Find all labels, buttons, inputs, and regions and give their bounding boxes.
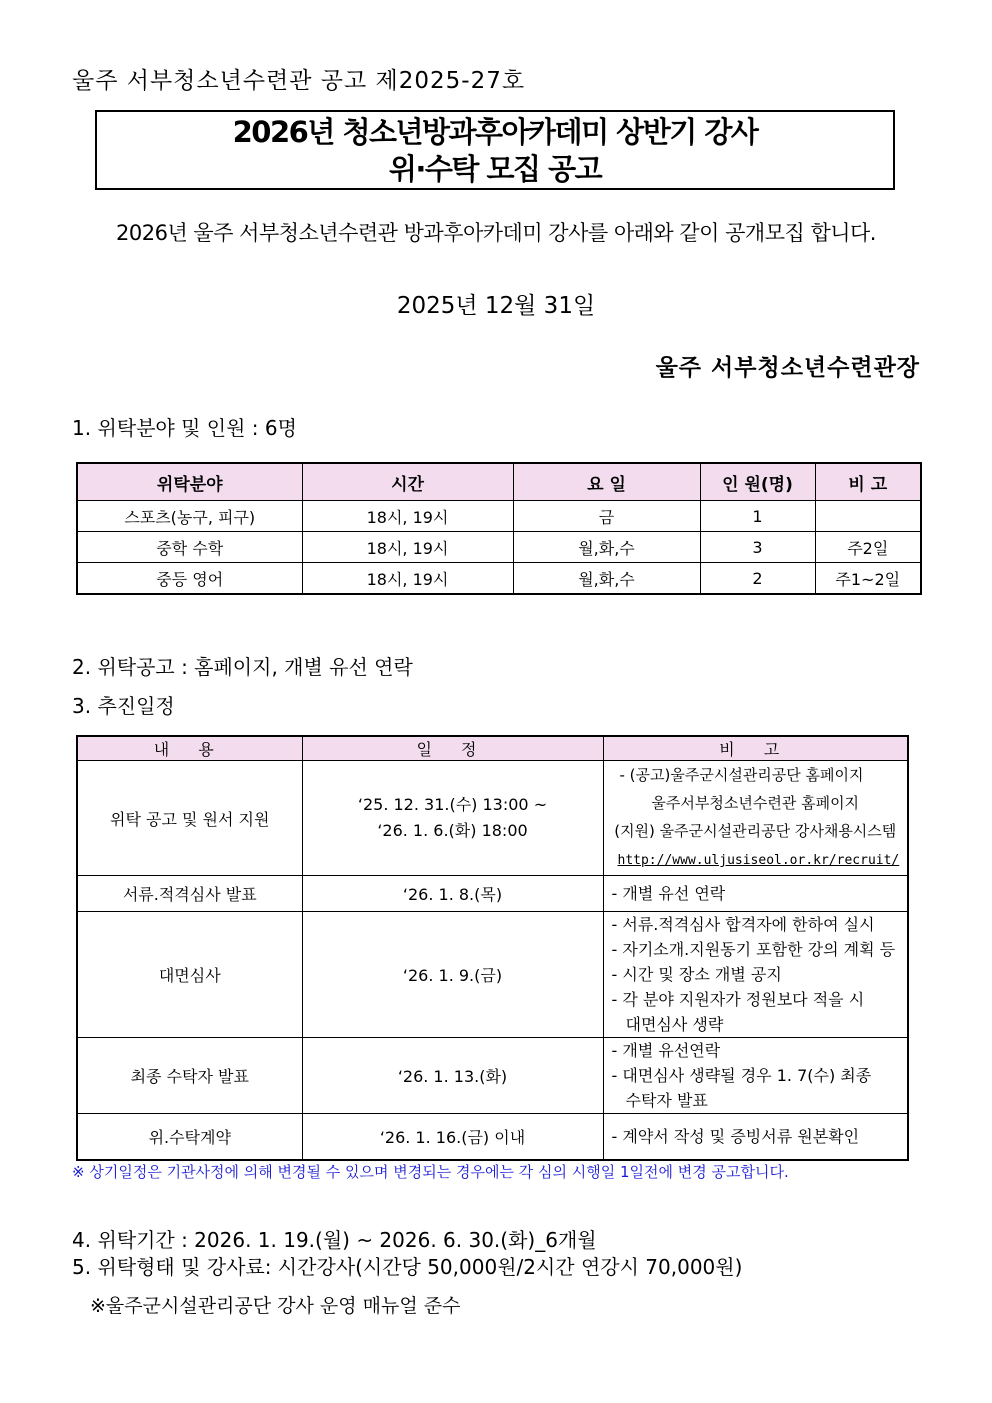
table-cell: ‘26. 1. 16.(금) 이내 [302, 1114, 603, 1160]
note-line: - 각 분야 지원자가 정원보다 적을 시 [611, 990, 865, 1009]
announcement-date: 2025년 12월 31일 [396, 293, 596, 319]
note-line: 수탁자 발표 [625, 1091, 708, 1110]
table-cell [815, 501, 921, 532]
notice-number: 울주 서부청소년수련관 공고 제2025-27호 [72, 68, 526, 94]
table-cell: ‘26. 1. 13.(화) [302, 1038, 603, 1114]
schedule-footnote [72, 1161, 789, 1182]
reference-mark: ※ [72, 1163, 85, 1181]
note-line: - 개별 유선연락 [611, 1041, 721, 1060]
table-cell: 월,화,수 [513, 563, 700, 595]
table-cell: - 계약서 작성 및 증빙서류 원본확인 [603, 1114, 908, 1160]
column-header: 위탁분야 [77, 463, 302, 501]
note-line: - 자기소개.지원동기 포함한 강의 계획 등 [611, 940, 896, 959]
table-cell: 1 [700, 501, 815, 532]
table-row [77, 761, 908, 876]
table-cell: 월,화,수 [513, 532, 700, 563]
table-cell: ‘26. 1. 9.(금) [302, 912, 603, 1038]
table-cell: 스포츠(농구, 피구) [77, 501, 302, 532]
note-line: - 서류.적격심사 합격자에 한하여 실시 [611, 915, 875, 934]
table-cell: 2 [700, 563, 815, 595]
schedule-line: ‘26. 1. 6.(화) 18:00 [377, 821, 528, 840]
title-line-1: 2026년 청소년방과후아카데미 상반기 강사 [232, 115, 758, 149]
note-line: - 대면심사 생략될 경우 1. 7(수) 최종 [611, 1066, 872, 1085]
table-cell: 18시, 19시 [302, 563, 513, 595]
table-cell: 중등 영어 [77, 563, 302, 595]
column-header: 내 용 [77, 736, 302, 761]
intro-text: 2026년 울주 서부청소년수련관 방과후아카데미 강사를 아래와 같이 공개모집 합니다. [116, 221, 876, 245]
table-row [77, 532, 921, 563]
column-header: 요 일 [513, 463, 700, 501]
table-row [77, 912, 908, 1038]
column-header: 일 정 [302, 736, 603, 761]
section1-heading: 1. 위탁분야 및 인원 : 6명 [72, 416, 297, 440]
positions-table [76, 462, 922, 595]
section3-heading: 3. 추진일정 [72, 694, 175, 718]
table-row [77, 876, 908, 912]
table-cell [603, 761, 908, 876]
section4-heading: 4. 위탁기간 : 2026. 1. 19.(월) ~ 2026. 6. 30.(화)_6개월 [72, 1228, 597, 1252]
note-line: 대면심사 생략 [625, 1015, 724, 1034]
table-cell: 위탁 공고 및 원서 지원 [77, 761, 302, 876]
table-cell [603, 912, 908, 1038]
table-cell: 주1~2일 [815, 563, 921, 595]
table-cell [603, 1038, 908, 1114]
recruit-link[interactable]: http://www.uljusiseol.or.kr/recruit/ [617, 853, 900, 868]
table-row [77, 1114, 908, 1160]
table-cell: 3 [700, 532, 815, 563]
schedule-line: ‘25. 12. 31.(수) 13:00 ~ [357, 795, 548, 814]
table-cell: 18시, 19시 [302, 532, 513, 563]
table-header-row [77, 463, 921, 501]
table-cell: 중학 수학 [77, 532, 302, 563]
note-line: 울주서부청소년수련관 홈페이지 [651, 794, 860, 812]
table-cell: ‘26. 1. 8.(목) [302, 876, 603, 912]
table-cell: 18시, 19시 [302, 501, 513, 532]
table-cell: 주2일 [815, 532, 921, 563]
note-line: (지원) 울주군시설관리공단 강사채용시스템 [614, 822, 897, 840]
note-line: - 시간 및 장소 개별 공지 [611, 965, 782, 984]
schedule-table [76, 735, 909, 1161]
table-cell: 서류.적격심사 발표 [77, 876, 302, 912]
column-header: 비 고 [815, 463, 921, 501]
table-cell: 위.수탁계약 [77, 1114, 302, 1160]
note-line: - (공고)울주군시설관리공단 홈페이지 [619, 766, 864, 784]
column-header: 인 원(명) [700, 463, 815, 501]
table-cell: - 개별 유선 연락 [603, 876, 908, 912]
title-box [95, 110, 895, 190]
table-header-row [77, 736, 908, 761]
table-row [77, 1038, 908, 1114]
section2-heading: 2. 위탁공고 : 홈페이지, 개별 유선 연락 [72, 655, 413, 679]
column-header: 시간 [302, 463, 513, 501]
section5-heading: 5. 위탁형태 및 강사료: 시간강사(시간당 50,000원/2시간 연강시 70,000원) [72, 1255, 743, 1279]
table-cell: 대면심사 [77, 912, 302, 1038]
table-cell: 금 [513, 501, 700, 532]
table-row [77, 563, 921, 595]
table-cell [302, 761, 603, 876]
title-line-2: 위·수탁 모집 공고 [388, 152, 602, 186]
footnote-text: 상기일정은 기관사정에 의해 변경될 수 있으며 변경되는 경우에는 각 심의 시행일 1일전에 변경 공고합니다. [89, 1163, 789, 1181]
section5-note: ※울주군시설관리공단 강사 운영 매뉴얼 준수 [90, 1295, 461, 1317]
table-cell: 최종 수탁자 발표 [77, 1038, 302, 1114]
issuer: 울주 서부청소년수련관장 [655, 355, 920, 381]
column-header: 비 고 [603, 736, 908, 761]
table-row [77, 501, 921, 532]
